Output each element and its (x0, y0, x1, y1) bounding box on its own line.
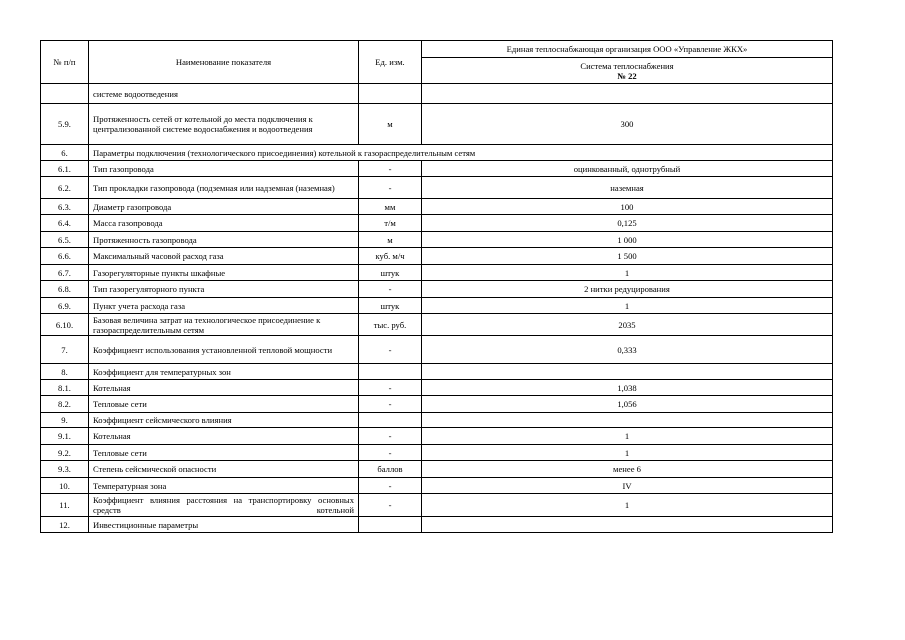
row-number: 6. (41, 145, 89, 161)
row-number: 6.4. (41, 215, 89, 232)
table-row (41, 177, 833, 199)
header-system-label: Система теплоснабжения (580, 60, 674, 71)
row-number: 6.1. (41, 161, 89, 177)
row-unit: куб. м/ч (359, 248, 422, 265)
row-number: 6.9. (41, 298, 89, 314)
row-section-title: Параметры подключения (технологического присоединения) котельной к газораспределительным сетям (89, 145, 833, 161)
row-number: 6.7. (41, 265, 89, 281)
row-unit: т/м (359, 215, 422, 232)
row-value: 100 (422, 199, 833, 215)
row-name: Котельная (89, 428, 359, 445)
row-value: 1 (422, 298, 833, 314)
row-value: наземная (422, 177, 833, 199)
table-row (41, 161, 833, 177)
row-name: Тепловые сети (89, 445, 359, 461)
table-row (41, 232, 833, 248)
table-row (41, 428, 833, 445)
table-row (41, 494, 833, 517)
table-row (41, 104, 833, 145)
header-num: № п/п (41, 41, 89, 84)
row-number: 6.6. (41, 248, 89, 265)
row-name: Коэффициент влияния расстояния на транспортировку основных средств котельной (89, 494, 359, 517)
row-name: Протяженность газопровода (89, 232, 359, 248)
table-row (41, 265, 833, 281)
row-value: 1 (422, 494, 833, 517)
table-row (41, 215, 833, 232)
table-row (41, 364, 833, 380)
row-value (422, 364, 833, 380)
header-name: Наименование показателя (89, 41, 359, 84)
row-name: Степень сейсмической опасности (89, 461, 359, 478)
row-unit: - (359, 177, 422, 199)
table-row (41, 396, 833, 413)
row-unit (359, 413, 422, 428)
row-name: Максимальный часовой расход газа (89, 248, 359, 265)
table-row (41, 336, 833, 364)
row-unit (359, 364, 422, 380)
table-row (41, 478, 833, 494)
row-unit: м (359, 232, 422, 248)
table-header (41, 41, 833, 84)
table-row (41, 461, 833, 478)
table-row (41, 380, 833, 396)
row-name: Тип прокладки газопровода (подземная или надземная (наземная) (89, 177, 359, 199)
row-unit: - (359, 161, 422, 177)
row-number: 6.8. (41, 281, 89, 298)
table-row (41, 145, 833, 161)
row-value: 1 000 (422, 232, 833, 248)
row-number: 5.9. (41, 104, 89, 145)
row-name: Тип газорегуляторного пункта (89, 281, 359, 298)
row-value: 1,056 (422, 396, 833, 413)
row-number: 12. (41, 517, 89, 533)
row-number: 9.3. (41, 461, 89, 478)
table-row (41, 298, 833, 314)
row-unit: - (359, 396, 422, 413)
row-name: Газорегуляторные пункты шкафные (89, 265, 359, 281)
row-value (422, 413, 833, 428)
parameters-table (40, 40, 833, 533)
row-unit: баллов (359, 461, 422, 478)
row-value: 0,125 (422, 215, 833, 232)
table-row (41, 413, 833, 428)
row-unit: штук (359, 298, 422, 314)
row-number: 6.10. (41, 314, 89, 336)
row-value: 0,333 (422, 336, 833, 364)
row-number: 8.2. (41, 396, 89, 413)
row-name: Инвестиционные параметры (89, 517, 359, 533)
row-unit: - (359, 380, 422, 396)
row-name: Коэффициент сейсмического влияния (89, 413, 359, 428)
row-value: 1 500 (422, 248, 833, 265)
row-name: Котельная (89, 380, 359, 396)
row-number: 9. (41, 413, 89, 428)
row-name: Пункт учета расхода газа (89, 298, 359, 314)
row-name: Тепловые сети (89, 396, 359, 413)
row-value: 300 (422, 104, 833, 145)
row-number: 6.2. (41, 177, 89, 199)
row-unit: - (359, 336, 422, 364)
table-row (41, 199, 833, 215)
row-number: 6.5. (41, 232, 89, 248)
row-number: 7. (41, 336, 89, 364)
table-row (41, 517, 833, 533)
row-name: Температурная зона (89, 478, 359, 494)
row-number: 8.1. (41, 380, 89, 396)
row-name: Базовая величина затрат на технологическое присоединение к газораспределительным сетям (89, 314, 359, 336)
row-value (422, 517, 833, 533)
row-unit: - (359, 478, 422, 494)
row-number: 11. (41, 494, 89, 517)
row-value: менее 6 (422, 461, 833, 478)
row-value: 1,038 (422, 380, 833, 396)
table-row (41, 314, 833, 336)
row-value: 1 (422, 445, 833, 461)
row-name: Протяженность сетей от котельной до места подключения к централизованной системе водоснабжения и водоотведения (89, 104, 359, 145)
row-name: Коэффициент использования установленной тепловой мощности (89, 336, 359, 364)
row-number: 8. (41, 364, 89, 380)
row-unit: - (359, 494, 422, 517)
row-unit: - (359, 445, 422, 461)
row-number: 9.2. (41, 445, 89, 461)
row-value: 2035 (422, 314, 833, 336)
row-unit (359, 517, 422, 533)
row-unit: штук (359, 265, 422, 281)
header-org: Единая теплоснабжающая организация ООО «Управление ЖКХ» (422, 41, 833, 58)
row-name: Тип газопровода (89, 161, 359, 177)
table-row (41, 281, 833, 298)
row-name: системе водоотведения (89, 84, 359, 104)
row-number (41, 84, 89, 104)
row-number: 6.3. (41, 199, 89, 215)
table-body (41, 84, 833, 533)
row-value: 1 (422, 265, 833, 281)
row-name: Масса газопровода (89, 215, 359, 232)
row-unit: мм (359, 199, 422, 215)
table-row (41, 445, 833, 461)
row-unit (359, 84, 422, 104)
row-unit: - (359, 281, 422, 298)
header-system-number: № 22 (617, 70, 637, 81)
row-value: 1 (422, 428, 833, 445)
header-unit: Ед. изм. (359, 41, 422, 84)
row-number: 9.1. (41, 428, 89, 445)
row-unit: - (359, 428, 422, 445)
table-row (41, 248, 833, 265)
row-number: 10. (41, 478, 89, 494)
row-unit: тыс. руб. (359, 314, 422, 336)
header-system (422, 58, 833, 84)
table-row (41, 84, 833, 104)
row-value: 2 нитки редуцирования (422, 281, 833, 298)
row-value: IV (422, 478, 833, 494)
row-value: оцинкованный, однотрубный (422, 161, 833, 177)
row-value (422, 84, 833, 104)
row-name: Коэффициент для температурных зон (89, 364, 359, 380)
row-name: Диаметр газопровода (89, 199, 359, 215)
row-unit: м (359, 104, 422, 145)
